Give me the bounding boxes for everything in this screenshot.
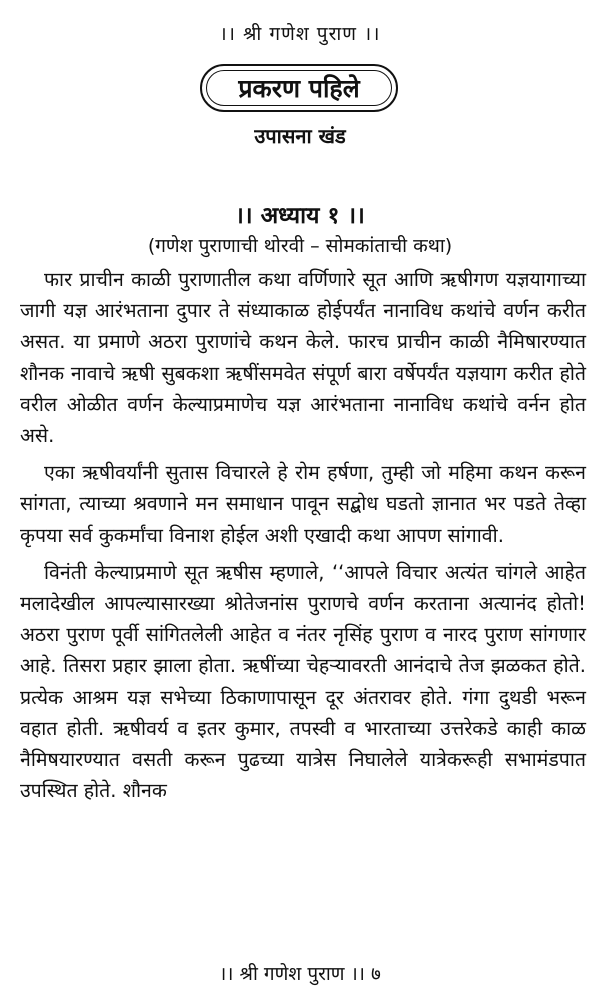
chapter-title-frame	[200, 64, 398, 112]
page-footer: ।। श्री गणेश पुराण ।। ७	[219, 963, 381, 985]
section-name: उपासना खंड	[254, 124, 346, 148]
adhyaya-heading: ।। अध्याय १ ।।	[235, 203, 365, 229]
running-title: ।। श्री गणेश पुराण ।।	[219, 23, 381, 45]
paragraph-1: फार प्राचीन काळी पुराणातील कथा वर्णिणारे सूत आणि ऋषीगण यज्ञयागाच्या जागी यज्ञ आरंभताना दुपार ते संध्याकाळ होईपर्यंत नानाविध कथांचे वर्णन करीत असत. या प्रमाणे अठरा पुराणांचे कथन केले. फारच प्राचीन काळी नैमिषारण्यात शौनक नावाचे ऋषी सुबकशा ऋषींसमवेत संपूर्ण बारा वर्षेपर्यंत यज्ञयाग करीत होते वरील ओळीत वर्णन केल्याप्रमाणेच यज्ञ आरंभताना नानाविध कथांचे वर्नन होत असे.	[20, 268, 586, 448]
chapter-subtitle: (गणेश पुराणाची थोरवी – सोमकांताची कथा)	[147, 235, 453, 257]
paragraph-2: एका ऋषीवर्यांनी सुतास विचारले हे रोम हर्षणा, तुम्ही जो महिमा कथन करून सांगता, त्याच्या श्रवणाने मन समाधान पावून सद्बोध घडतो ज्ञानात भर पडते तेव्हा कृपया सर्व कुकर्मांचा विनाश होईल अशी एखादी कथा आपण सांगावी.	[20, 461, 586, 547]
paragraph-3: विनंती केल्याप्रमाणे सूत ऋषीस म्हणाले, ‘‘आपले विचार अत्यंत चांगले आहेत मलादेखील आपल्यासारख्या श्रोतेजनांस पुराणचे वर्णन करताना अत्यानंद होतो! अठरा पुराण पूर्वी सांगितलेली आहेत व नंतर नृसिंह पुराण व नारद पुराण सांगणार आहे. तिसरा प्रहार झाला होता. ऋषींच्या चेहऱ्यावरती आनंदाचे तेज झळकत होते. प्रत्येक आश्रम यज्ञ सभेच्या ठिकाणापासून दूर अंतरावर होते. गंगा दुथडी भरून वहात होती. ऋषीवर्य व इतर कुमार, तपस्वी व भारताच्या उत्तरेकडे काही काळ नैमिषयारण्यात वसती करून पुढच्या यात्रेस निघालेले यात्रेकरूही सभामंडपात उपस्थित होते. शौनक	[20, 560, 586, 803]
body-text	[20, 264, 586, 812]
chapter-title: प्रकरण पहिले	[238, 74, 360, 103]
